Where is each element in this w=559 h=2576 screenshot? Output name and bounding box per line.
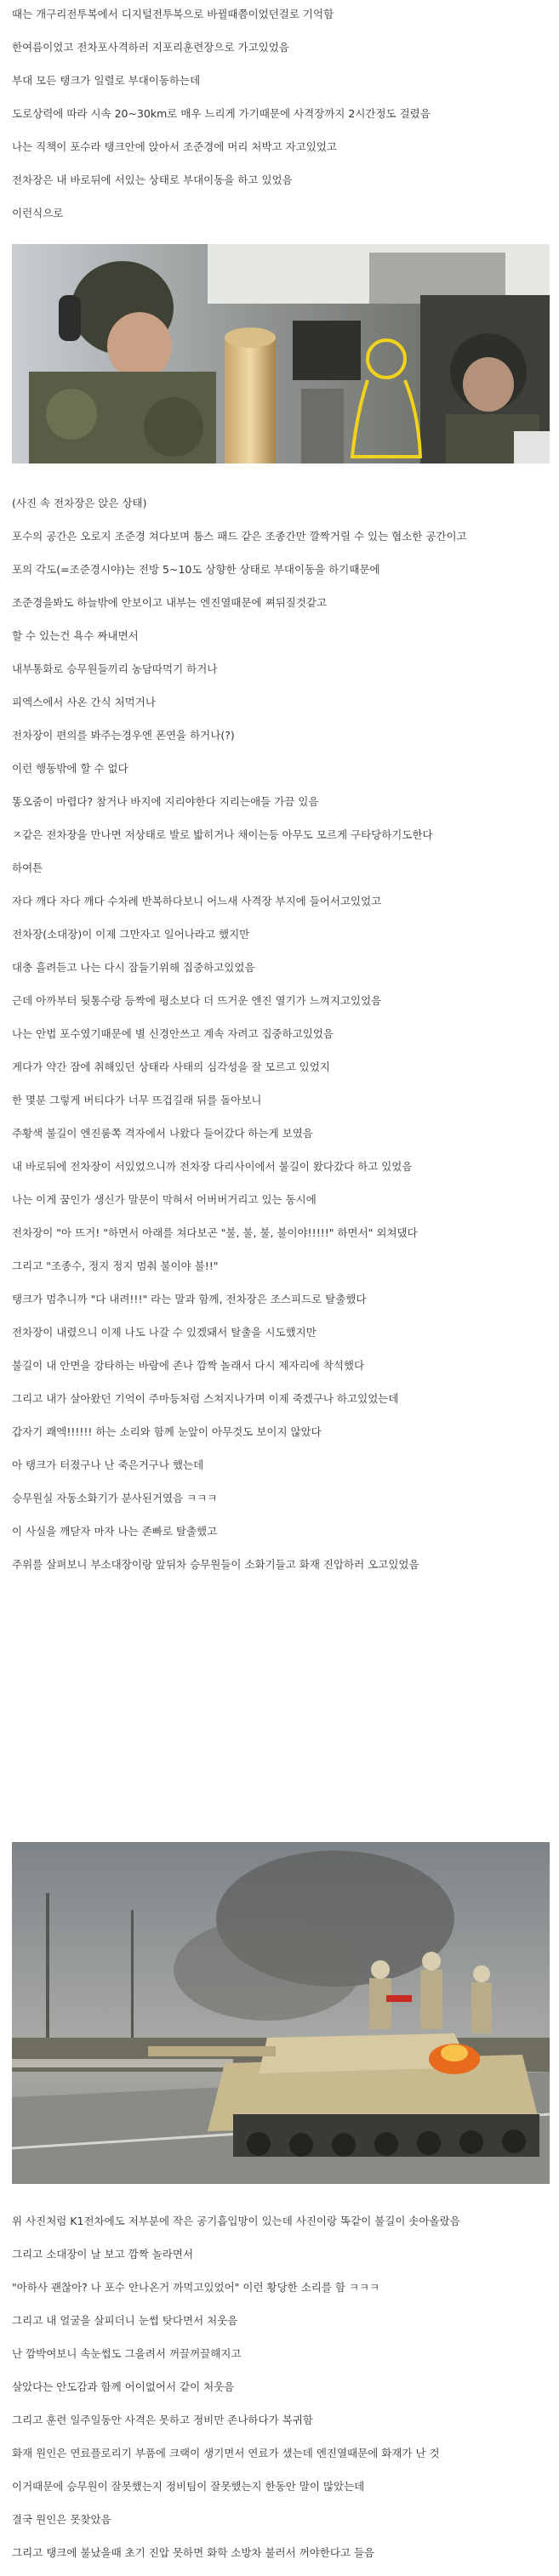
post-line: 도로상력에 따라 시속 20~30km로 매우 느리게 가기때문에 사격장까지 2시간정도 걸렸음 xyxy=(12,107,431,120)
post-line: 화재 원인은 연료플로리기 부품에 크랙이 생기면서 연료가 샜는데 엔진열때문에 화재가 난 것 xyxy=(12,2447,440,2459)
post-line: 조준경을봐도 하늘밖에 안보이고 내부는 엔진열때문에 쪄뒤질것같고 xyxy=(12,596,328,609)
post-line: 게다가 약간 잠에 취해있던 상태라 사태의 심각성을 잘 모르고 있었지 xyxy=(12,1061,330,1073)
post-line: 내부통화로 승무원들끼리 농담따먹기 하거나 xyxy=(12,662,218,675)
post-line: 내 바로뒤에 전차장이 서있었으니까 전차장 다리사이에서 불길이 왔다갔다 하고 있었음 xyxy=(12,1160,413,1173)
post-line: 근데 아까부터 뒷통수랑 등짝에 평소보다 더 뜨거운 엔진 열기가 느껴지고있었음 xyxy=(12,994,382,1007)
post-line: 살았다는 안도감과 함께 어이없어서 같이 처웃음 xyxy=(12,2380,235,2393)
post-line: 나는 이게 꿈인가 생신가 말문이 막혀서 어버버거리고 있는 동시에 xyxy=(12,1193,317,1206)
post-line: 탱크가 멈추니까 "다 내려!!!" 라는 말과 함께, 전차장은 조스피드로 탈출했다 xyxy=(12,1293,367,1305)
post-line: 전차장이 편의를 봐주는경우엔 폰연을 하거나(?) xyxy=(12,729,235,742)
post-line: 아 탱크가 터졌구나 난 죽은거구나 했는데 xyxy=(12,1459,204,1471)
post-line: 승무원실 자동소화기가 분사된거였음 ㅋㅋㅋ xyxy=(12,1492,218,1504)
post-line: 전차장은 내 바로뒤에 서있는 상태로 부대이동을 하고 있었음 xyxy=(12,173,293,186)
tank-interior-photo xyxy=(12,244,550,463)
post-line: 그리고 훈련 일주일동안 사격은 못하고 정비만 존나하다가 복귀함 xyxy=(12,2414,313,2426)
post-line: 나는 직책이 포수라 탱크안에 앉아서 조준경에 머리 처박고 자고있었고 xyxy=(12,140,337,153)
post-line: 이런식으로 xyxy=(12,207,64,219)
post-line: 하여튼 xyxy=(12,862,43,874)
post-line: 한 몇분 그렇게 버티다가 너무 뜨겁길래 뒤를 돌아보니 xyxy=(12,1094,262,1106)
post-line: 난 깜박여보니 속눈썹도 그을려서 꺼끌꺼끌해지고 xyxy=(12,2347,242,2360)
post-line: 나는 안법 포수였기때문에 별 신경안쓰고 계속 자려고 집중하고있었음 xyxy=(12,1027,334,1040)
tank-fire-photo xyxy=(12,1842,550,2184)
post-line: 불길이 내 안면을 강타하는 바람에 존나 깜짝 놀래서 다시 제자리에 착석했다 xyxy=(12,1359,365,1372)
post-line: 갑자기 쾌엑!!!!!! 하는 소리와 함께 눈앞이 아무것도 보이지 않았다 xyxy=(12,1425,322,1438)
post-line: 전차장이 "아 뜨거! "하면서 아래를 쳐다보곤 "불, 불, 불, 불이야!!!!!" 하면서" 외쳐댔다 xyxy=(12,1226,418,1239)
post-line: 이런 행동밖에 할 수 없다 xyxy=(12,762,128,775)
post-line: 포수의 공간은 오로지 조준경 쳐다보며 툼스 패드 같은 조종간만 깔짝거릴 수 있는 협소한 공간이고 xyxy=(12,530,467,543)
post-line: 때는 개구리전투복에서 디지털전투복으로 바뀔때쯤이었던걸로 기억함 xyxy=(12,8,334,20)
post-line: 주황색 불길이 엔진룸쪽 격자에서 나왔다 들어갔다 하는게 보였음 xyxy=(12,1127,313,1140)
post-line: 할 수 있는건 욕수 짜내면서 xyxy=(12,629,139,642)
post-line: 그리고 내가 살아왔던 기억이 주마등처럼 스쳐지나가며 이제 죽겠구나 하고있었는데 xyxy=(12,1392,399,1405)
post-line: 이 사실을 깨닫자 마자 나는 존빠로 탈출했고 xyxy=(12,1525,218,1538)
post-line: 결국 원인은 못찾았음 xyxy=(12,2513,111,2526)
post-line: 전차장이 내렸으니 이제 나도 나갈 수 있겠돼서 탈출을 시도했지만 xyxy=(12,1326,317,1339)
post-line: 위 사진처럼 K1전차에도 저부분에 작은 공기흡입망이 있는데 사진이랑 똑같이 불길이 솟아올랐음 xyxy=(12,2215,460,2227)
post-line: "아하사 괜찮아? 나 포수 안나온거 까먹고있었어" 이런 황당한 소리를 함 ㅋㅋㅋ xyxy=(12,2281,380,2294)
post-line: 똥오줌이 마렵다? 참거나 바지에 지리야한다 지리는애들 가끔 있음 xyxy=(12,795,319,808)
post-line: 그리고 내 얼굴을 살피더니 눈썹 탓다면서 처웃음 xyxy=(12,2314,238,2327)
post-line: ㅈ같은 전차장을 만나면 저상태로 발로 밟히거나 채이는등 아무도 모르게 구타당하기도한다 xyxy=(12,828,433,841)
post-line: 자다 깨다 자다 깨다 수차례 반복하다보니 어느새 사격장 부지에 들어서고있었고 xyxy=(12,895,382,907)
post-line: 전차장(소대장)이 이제 그만자고 일어나라고 했지만 xyxy=(12,928,250,941)
post-line: 한여름이었고 전차포사격하러 지포리훈련장으로 가고있었음 xyxy=(12,41,289,54)
post-line: 그리고 "조종수, 정지 정지 멈춰 불이야 불!!" xyxy=(12,1260,219,1272)
photo-caption: (사진 속 전차장은 앉은 상태) xyxy=(12,497,147,509)
post-line: 부대 모든 탱크가 일렬로 부대이동하는데 xyxy=(12,74,201,87)
post-line: 그리고 소대장이 날 보고 깜짝 놀라면서 xyxy=(12,2248,194,2260)
post-line: 주위를 살펴보니 부소대장이랑 앞뒤차 승무원들이 소화기들고 화재 진압하러 오고있었음 xyxy=(12,1558,419,1571)
post-line: 그리고 탱크에 불났을때 초기 진압 못하면 화학 소방차 불러서 꺼야한다고 들음 xyxy=(12,2546,375,2559)
post-line: 이거때문에 승무원이 잘못했는지 정비팀이 잘못했는지 한동안 말이 많았는데 xyxy=(12,2480,365,2493)
post-line: 대충 흘려듣고 나는 다시 잠들기위해 집중하고있었음 xyxy=(12,961,255,974)
post-line: 포의 각도(=조준경시야)는 전방 5~10도 상향한 상태로 부대이동을 하기때문에 xyxy=(12,563,380,576)
post-line: 피엑스에서 사온 간식 처먹거나 xyxy=(12,696,156,708)
